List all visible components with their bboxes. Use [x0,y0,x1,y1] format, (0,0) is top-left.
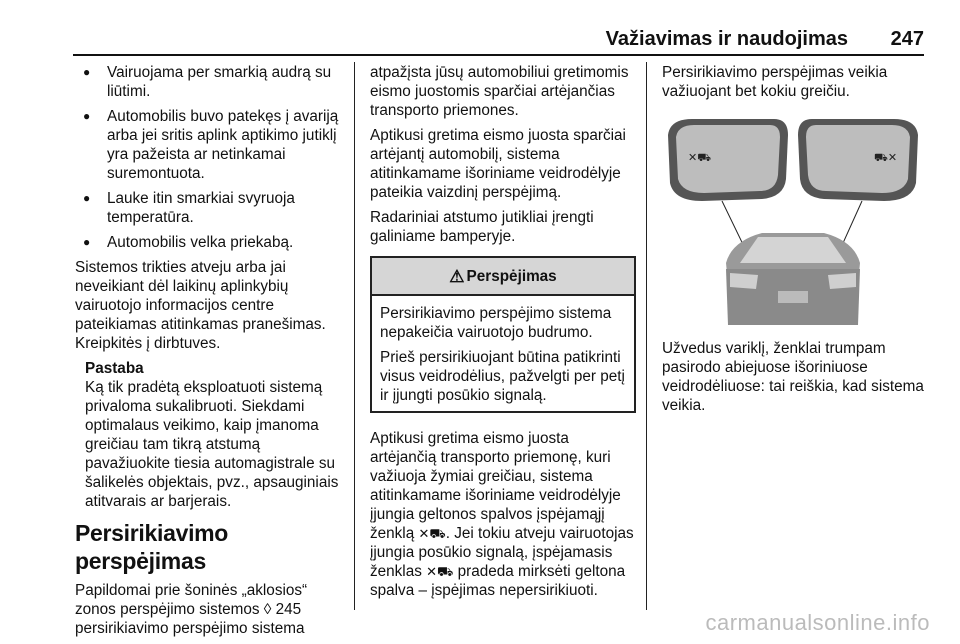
section-heading: Persirikiavimo perspėjimas [75,520,229,574]
malfunction-paragraph: Sistemos trikties atveju arba jai neveikiant dėl laikinų aplinkybių vairuotojo informacijos centre pateikiamas atitinkamas pranešimas. Kreipkitės į dirbtuves. [75,259,326,352]
section-intro [75,581,343,638]
section-text-after: persirikiavimo perspėjimo sistema [75,620,305,637]
right-mirror-warning-icon: ⛟✕ [874,151,898,164]
section-text-before: Papildomai prie šoninės „aklosios“ zonos perspėjimo sistemos [75,582,308,618]
warning-text: Persirikiavimo perspėjimo sistema nepakeičia vairuotojo budrumo. [380,305,612,341]
rear-window [740,237,846,263]
list-item: ● Automobilis velka priekabą. [75,233,343,252]
note-text: Ką tik pradėtą eksploatuoti sistemą privaloma sukalibruoti. Siekdami optimalaus veikimo, kaip įmanoma greičiau tam tikrą atstumą pavažiuokite tiesia automagistrale su šalikelės objektais, pvz., apsauginiais atitvarais ar barjerais. [85,379,339,510]
warning-header [372,258,634,296]
note-block [75,359,343,511]
paragraph: Persirikiavimo perspėjimas veikia važiuojant bet kokiu greičiu. [662,64,888,100]
paragraph: Aptikusi gretima eismo juosta artėjančią transporto priemonę, kuri važiuoja žymiai greičiau, sistema atitinkamame išoriniame veidrodėlyje įjungia geltonos spalvos įspėjamąjį ženklą ✕⛟. Jei tokiu atveju vairuotojas įjungia posūkio signalą, įspėjamasis ženklas ✕⛟ pradeda mirksėti geltona spalva – įspėjimas nepersirikiuoti. [370,430,634,599]
list-item: ● Lauke itin smarkiai svyruoja temperatūra. [75,189,343,227]
left-mirror-warning-icon: ✕⛟ [688,151,712,164]
column-3 [662,63,930,421]
warning-title: Perspėjimas [466,267,557,285]
warning-triangle-icon: ⚠ [449,266,465,286]
paragraph: atpažįsta jūsų automobiliui gretimomis eismo juostomis sparčiai artėjančias transporto priemones. [370,64,629,119]
tail-light-right [828,273,856,289]
paragraph: Aptikusi gretima eismo juosta sparčiai artėjantį automobilį, sistema atitinkamame išoriniame veidrodėlyje pateikia vaizdinį perspėjimą. [370,127,626,201]
list-item: ● Vairuojama per smarkią audrą su liūtimi. [75,63,343,101]
warning-body [372,296,634,411]
paragraph: Radariniai atstumo jutikliai įrengti galiniame bamperyje. [370,209,594,245]
tail-light-left [730,273,758,289]
lane-change-warning-icon: ✕⛟ [426,564,454,579]
header-title: Važiavimas ir naudojimas [605,28,848,50]
note-label: Pastaba [85,360,144,377]
license-plate [778,291,808,303]
warning-box [370,256,636,413]
xref-icon: ◊ [263,601,272,618]
list-item: ● Automobilis buvo patekęs į avariją arba jei sritis aplink aptikimo jutiklį yra pažeista ar netinkamai suremontuota. [75,107,343,183]
header-rule [73,54,924,56]
paragraph: Užvedus variklį, ženklai trumpam pasirodo abiejuose išoriniuose veidrodėliuose: tai reiškia, kad sistema veikia. [662,340,924,414]
column-divider-left [354,62,355,610]
xref-page-link[interactable]: 245 [275,601,302,618]
page-number: 247 [890,28,924,50]
column-1 [75,63,343,644]
column-divider-right [646,62,647,610]
lane-change-warning-icon: ✕⛟ [418,526,446,541]
warning-text: Prieš persirikiuojant būtina patikrinti visus veidrodėlius, pažvelgti per petį ir įjungti posūkio signalą. [380,349,625,404]
conditions-list [75,63,343,252]
column-2 [370,63,636,606]
watermark: carmanualsonline.info [705,610,930,635]
side-mirrors-illustration [662,113,924,325]
